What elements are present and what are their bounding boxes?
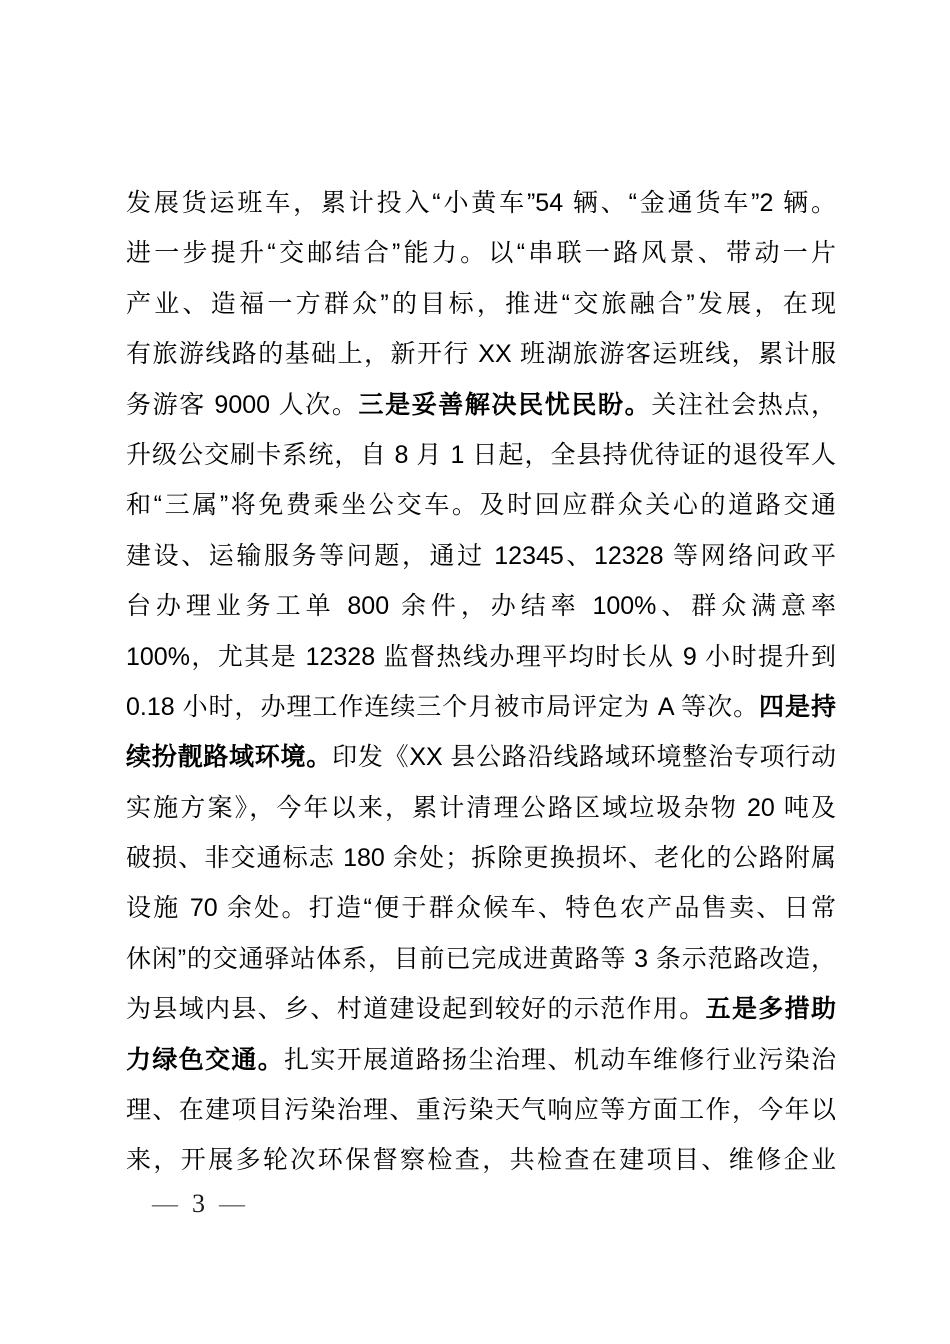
text-run: 发展货运班车，累计投入“小黄车”54 辆、“金通货车”2 辆。 xyxy=(126,189,836,217)
footer-dash-left: — xyxy=(152,1189,178,1218)
text-line xyxy=(126,531,836,581)
text-run: 来，开展多轮次环保督察检查，共检查在建项目、维修企业 xyxy=(126,1146,836,1175)
text-line xyxy=(126,480,836,530)
text-run: 休闲”的交通驿站体系，目前已完成进黄路等 3 条示范路改造， xyxy=(126,944,836,973)
text-line xyxy=(126,1135,836,1185)
text-line xyxy=(126,883,836,933)
text-run: 产业、造福一方群众”的目标，推进“交旅融合”发展，在现 xyxy=(126,289,836,318)
page-footer xyxy=(152,1184,245,1224)
text-run: 100%，尤其是 12328 监督热线办理平均时长从 9 小时提升到 xyxy=(126,642,836,671)
text-run: 为县域内县、乡、村道建设起到较好的示范作用。 xyxy=(126,995,706,1024)
text-line xyxy=(126,228,836,278)
text-line xyxy=(126,682,836,732)
text-line xyxy=(126,934,836,984)
text-line xyxy=(126,430,836,480)
bold-run: 四是持 xyxy=(759,692,836,721)
text-line xyxy=(126,984,836,1034)
text-line xyxy=(126,178,836,228)
text-block xyxy=(126,178,836,1186)
bold-run: 五是多措助 xyxy=(705,995,836,1024)
text-line xyxy=(126,279,836,329)
text-run: 设施 70 余处。打造“便于群众候车、特色农产品售卖、日常 xyxy=(126,894,836,923)
text-run: 理、在建项目污染治理、重污染天气响应等方面工作，今年以 xyxy=(126,1096,836,1125)
text-run: 0.18 小时，办理工作连续三个月被市局评定为 A 等次。 xyxy=(126,692,760,721)
text-line xyxy=(126,632,836,682)
text-run: 破损、非交通标志 180 余处；拆除更换损坏、老化的公路附属 xyxy=(126,844,836,873)
text-run: 务游客 9000 人次。 xyxy=(126,390,359,419)
bold-run: 续扮靓路域环境。 xyxy=(126,743,333,772)
text-line xyxy=(126,833,836,883)
text-run: 有旅游线路的基础上，新开行 XX 班湖旅游客运班线，累计服 xyxy=(126,340,836,369)
text-run: 和“三属”将免费乘坐公交车。及时回应群众关心的道路交通 xyxy=(126,491,836,520)
bold-run: 力绿色交通。 xyxy=(126,1045,285,1074)
text-run: 建设、运输服务等问题，通过 12345、12328 等网络问政平 xyxy=(126,541,836,570)
text-run: 印发《XX 县公路沿线路域环境整治专项行动 xyxy=(332,743,836,772)
text-line xyxy=(126,329,836,379)
text-line xyxy=(126,380,836,430)
text-run: 实施方案》，今年以来，累计清理公路区域垃圾杂物 20 吨及 xyxy=(126,793,836,822)
text-line xyxy=(126,1035,836,1085)
text-run: 扎实开展道路扬尘治理、机动车维修行业污染治 xyxy=(284,1045,836,1074)
text-run: 台办理业务工单 800 余件，办结率 100%、群众满意率 xyxy=(126,592,836,621)
page-number: 3 xyxy=(192,1189,205,1218)
text-line xyxy=(126,732,836,782)
bold-run: 三是妥善解决民忧民盼。 xyxy=(358,390,652,419)
footer-dash-right: — xyxy=(219,1189,245,1218)
text-run: 关注社会热点， xyxy=(651,390,836,419)
text-line xyxy=(126,581,836,631)
text-run: 升级公交刷卡系统，自 8 月 1 日起，全县持优待证的退役军人 xyxy=(126,440,836,469)
text-run: 进一步提升“交邮结合”能力。以“串联一路风景、带动一片 xyxy=(126,239,836,268)
text-line xyxy=(126,1085,836,1135)
text-line xyxy=(126,783,836,833)
